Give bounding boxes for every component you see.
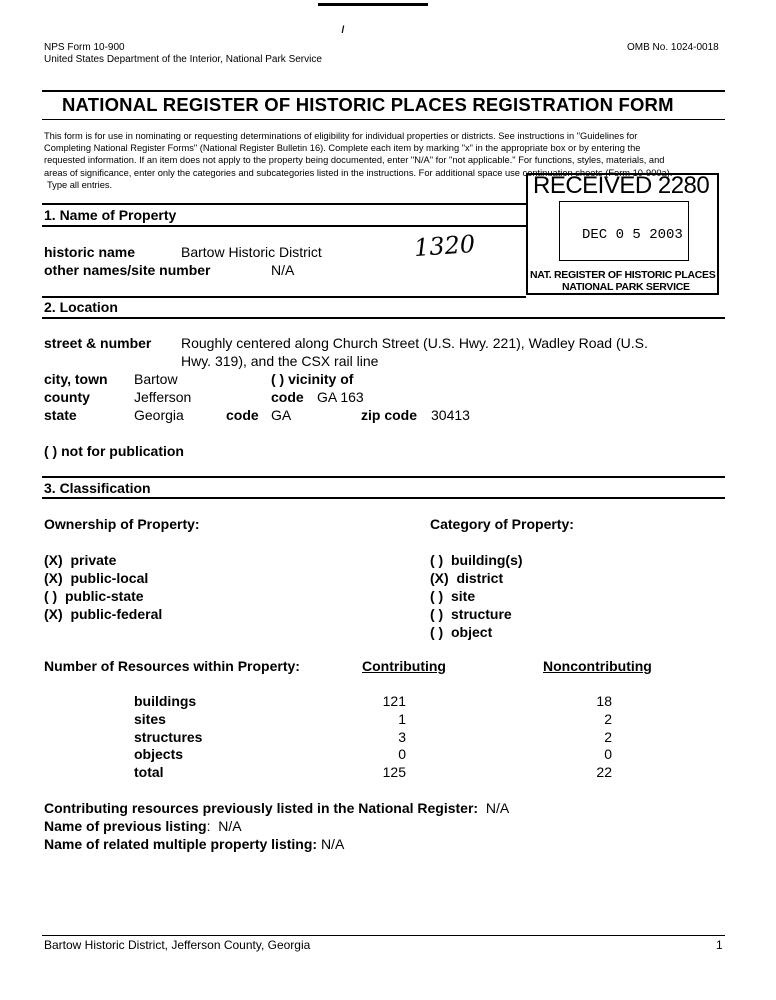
checkbox-mark: (X): [44, 552, 63, 568]
noncontributing-count: 2: [604, 728, 612, 745]
section1-rule-top: [42, 203, 526, 205]
previously-listed-label: Contributing resources previously listed in the National Register:: [44, 800, 479, 816]
row-label: objects: [134, 746, 184, 763]
section1-rule-bottom: [42, 225, 526, 227]
previously-listed-row: [44, 799, 509, 817]
department: United States Department of the Interior, National Park Service: [44, 54, 322, 65]
resources-heading: Number of Resources within Property:: [44, 658, 300, 674]
ownership-list: [44, 551, 162, 623]
county-label: county: [44, 389, 90, 405]
related-listing-value: N/A: [320, 836, 345, 852]
section3-heading: 3. Classification: [44, 480, 151, 496]
other-names-label: other names/site number: [44, 262, 211, 278]
related-listing-label: Name of related multiple property listing:: [44, 836, 318, 852]
stamp-inner-box: [559, 201, 689, 261]
state-code-value: GA: [271, 407, 292, 423]
received-text: RECEIVED 2280: [533, 172, 710, 199]
received-date: DEC 0 5 2003: [582, 227, 683, 243]
not-for-publication: ( ) not for publication: [44, 443, 184, 459]
list-item-label: public-state: [65, 588, 144, 604]
list-item-label: site: [451, 588, 476, 604]
instructions-line: areas of significance, enter only the categories and subcategories listed in the instructions. For additional space use continuation sheets (Form 10-900a).: [44, 167, 673, 178]
section1-heading: 1. Name of Property: [44, 207, 177, 223]
noncontributing-count: 22: [596, 764, 612, 781]
instructions-line: This form is for use in nominating or requesting determinations of eligibility for individual properties or districts. See instructions in "Guidelines for: [44, 131, 638, 141]
checkbox-mark: ( ): [430, 588, 444, 604]
footer-rule: [42, 935, 725, 936]
list-item-label: public-local: [70, 570, 149, 586]
checkbox-mark: ( ): [430, 624, 444, 640]
list-item: [44, 569, 162, 587]
stamp-line-1: NAT. REGISTER OF HISTORIC PLACES: [530, 269, 716, 281]
resources-table: [134, 693, 634, 782]
city-value: Bartow: [134, 371, 178, 387]
county-code-label: code: [271, 389, 304, 405]
list-item: [430, 569, 523, 587]
checkbox-mark: (X): [44, 570, 63, 586]
noncontributing-count: 2: [604, 710, 612, 727]
table-row: [134, 711, 634, 729]
previous-listing-value: N/A: [218, 818, 242, 834]
section3-rule-top: [42, 476, 725, 478]
list-item: [430, 623, 523, 641]
page-number: 1: [716, 938, 723, 952]
row-label: buildings: [134, 693, 197, 709]
contributing-count: 3: [398, 728, 406, 745]
zip-label: zip code: [361, 407, 418, 423]
table-row: [134, 764, 634, 782]
list-item: [44, 587, 162, 605]
contributing-count: 0: [398, 746, 406, 763]
list-item-label: public-federal: [70, 606, 163, 622]
list-item-label: structure: [451, 606, 512, 622]
list-item-label: private: [70, 552, 117, 568]
noncontributing-heading: Noncontributing: [543, 658, 652, 674]
county-value: Jefferson: [134, 389, 192, 405]
category-list: [430, 551, 523, 641]
listings: [44, 799, 509, 853]
section2-rule-bottom: [42, 317, 725, 319]
state-value: Georgia: [134, 407, 184, 423]
title-rule-bottom: [42, 119, 725, 120]
historic-name-label: historic name: [44, 244, 136, 260]
contributing-count: 1: [398, 710, 406, 727]
checkbox-mark: ( ): [430, 552, 444, 568]
form-number: NPS Form 10-900: [44, 42, 125, 53]
noncontributing-count: 0: [604, 746, 612, 763]
contributing-heading: Contributing: [362, 658, 446, 674]
section2-heading: 2. Location: [44, 299, 118, 315]
previously-listed-value: N/A: [485, 800, 510, 816]
table-row: [134, 729, 634, 747]
historic-name-value: Bartow Historic District: [181, 244, 322, 260]
table-row: [134, 746, 634, 764]
checkbox-mark: ( ): [430, 606, 444, 622]
checkbox-mark: (X): [44, 606, 63, 622]
row-label: total: [134, 764, 164, 781]
vicinity: ( ) vicinity of: [271, 371, 354, 387]
other-names-value: N/A: [271, 262, 295, 278]
instructions-line: Completing National Register Forms" (National Register Bulletin 16). Complete each item by marking "x" in the appropriate box or by entering the: [44, 143, 641, 154]
noncontributing-count: 18: [596, 693, 612, 709]
omb-number: OMB No. 1024-0018: [627, 42, 719, 53]
state-code-label: code: [226, 407, 259, 423]
city-label: city, town: [44, 371, 108, 387]
county-code-value: GA 163: [317, 389, 364, 405]
instructions-line: requested information. If an item does not apply to the property being documented, enter "N/A" for "not applicable." For functions, styles, materials, and: [44, 155, 665, 166]
title-rule-top: [42, 90, 725, 92]
scan-tick: ı: [341, 20, 345, 36]
previous-listing-row: Name of previous listing: N/A: [44, 818, 242, 834]
state-label: state: [44, 407, 77, 423]
related-listing-row: [44, 835, 509, 853]
list-item-label: object: [451, 624, 493, 640]
street-line-2: Hwy. 319), and the CSX rail line: [181, 353, 379, 369]
street-line-1: Roughly centered along Church Street (U.S. Hwy. 221), Wadley Road (U.S.: [181, 335, 648, 351]
received-stamp: [526, 173, 719, 295]
handwritten-number: 1320: [413, 229, 476, 263]
category-heading: Category of Property:: [430, 516, 574, 532]
table-row: [134, 693, 634, 711]
page-title: NATIONAL REGISTER OF HISTORIC PLACES REGISTRATION FORM: [62, 94, 674, 115]
list-item: [430, 587, 523, 605]
list-item: [430, 551, 523, 569]
list-item-label: building(s): [451, 552, 523, 568]
instructions-line: Type all entries.: [47, 179, 113, 190]
contributing-count: 121: [382, 693, 406, 709]
list-item-label: district: [456, 570, 504, 586]
street-label: street & number: [44, 335, 152, 351]
section2-rule-top: [42, 296, 526, 298]
list-item: [44, 605, 162, 623]
footer-text: Bartow Historic District, Jefferson County, Georgia: [44, 938, 311, 952]
ownership-heading: Ownership of Property:: [44, 516, 200, 532]
list-item: [430, 605, 523, 623]
previous-listing-label: Name of previous listing: [44, 818, 207, 834]
row-label: sites: [134, 710, 166, 727]
checkbox-mark: (X): [430, 570, 449, 586]
stamp-line-2: NATIONAL PARK SERVICE: [562, 281, 690, 293]
checkbox-mark: ( ): [44, 588, 58, 604]
contributing-count: 125: [382, 764, 406, 781]
row-label: structures: [134, 728, 203, 745]
list-item: [44, 551, 162, 569]
scan-mark: [318, 3, 428, 6]
zip-value: 30413: [431, 407, 470, 423]
section3-rule-bottom: [42, 497, 725, 499]
